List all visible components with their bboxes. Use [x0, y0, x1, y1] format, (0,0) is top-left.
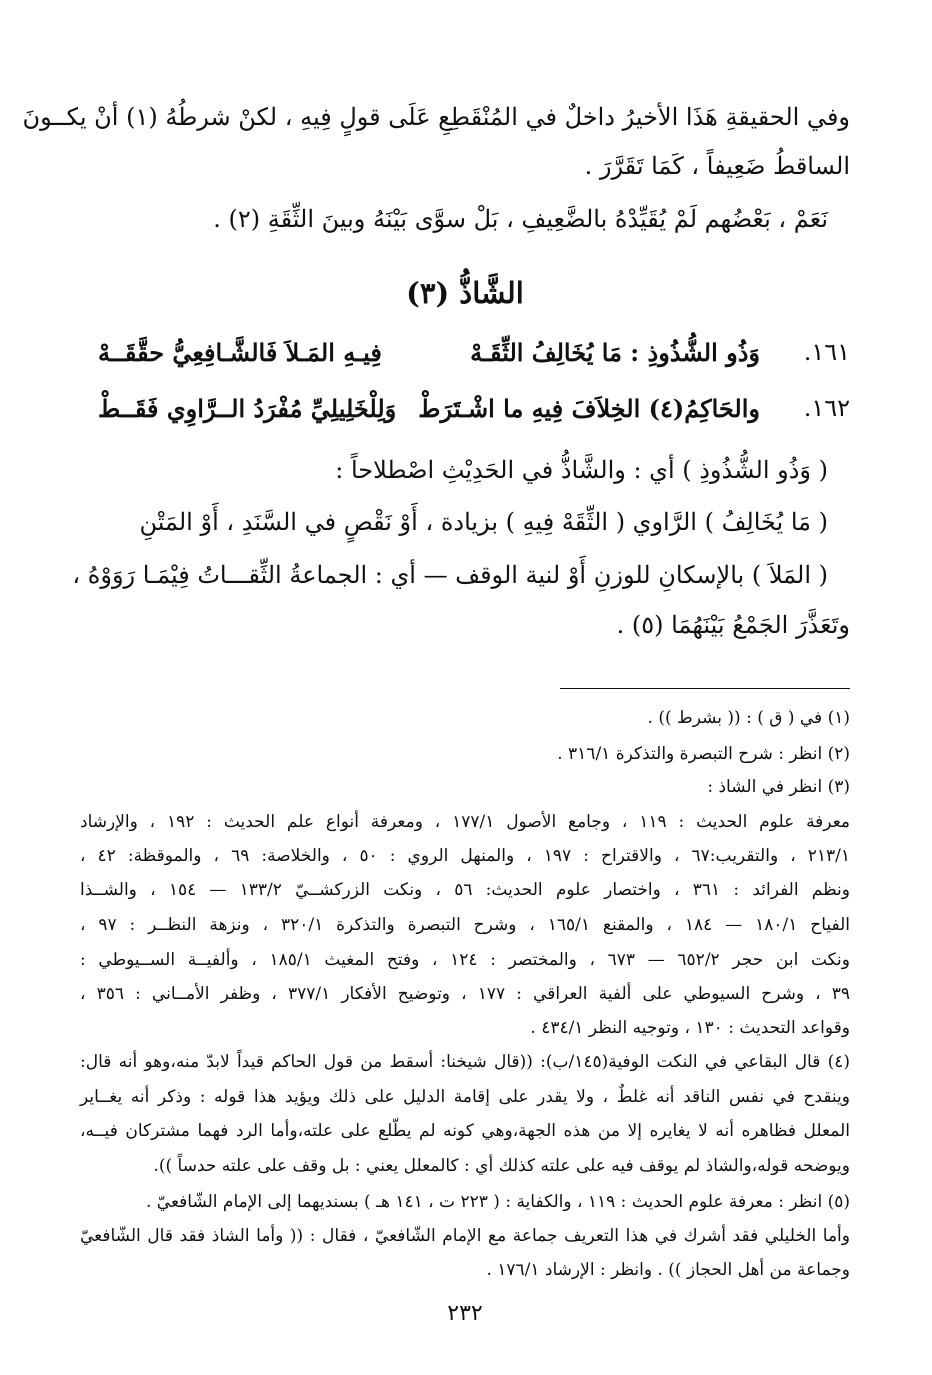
- footnote-line: معرفة علوم الحديث : ١١٩ ، وجامع الأصول ١٧٧/١ ، ومعرفة أنواع علم الحديث : ١٩٢ ، والإرشاد: [80, 812, 850, 832]
- verse-number: ١٦١.: [803, 338, 850, 366]
- footnote-line: ٣٩ ، وشرح السيوطي على ألفية العراقي : ١٧٧ ، وتوضيح الأفكار ٣٧٧/١ ، وظفر الأمــاني : ٣٥٦ ،: [80, 984, 851, 1004]
- verse-hemistich-first: والحَاكِمُ(٤) الخِلاَفَ فِيهِ ما اشْـتَرَطْ: [418, 394, 760, 423]
- intro-line: الساقطُ ضَعِيفاً ، كَمَا تَقَرَّرَ .: [584, 152, 850, 180]
- footnote-line: المعلل فظاهره أنه لا يغايره إلا من هذه الجهة،وهي كونه لم يطّلع على علته،وأما الرد فهما مشتركان فيــه،: [80, 1121, 850, 1141]
- commentary-line: ( المَلاَ ) بالإسكانِ للوزنِ أَوْ لنية الوقف — أي : الجماعةُ الثِّقـــاتُ فِيْمَـا رَوَوْهُ ،: [72, 561, 828, 589]
- footnote-line: (٥) انظر : معرفة علوم الحديث : ١١٩ ، والكفاية : ( ٢٢٣ ت ، ١٤١ هـ ) بسنديهما إلى الإمام الشّافعيّ .: [145, 1192, 850, 1212]
- verse-row: [98, 338, 850, 378]
- document-page: [22, 0, 851, 1375]
- footnote-line: ونكت ابن حجر ٦٥٢/٢ — ٦٧٣ ، والمختصر : ١٢٤ ، وفتح المغيث ١٨٥/١ ، وألفيــة الســيوطي :: [80, 950, 851, 970]
- footnote-line: ويوضحه قوله،والشاذ لم يوقف فيه على علته كذلك أي : كالمعلل يعني : بل وقف على علته حدساً )).: [153, 1156, 850, 1176]
- commentary-line: ( وَذُو الشُّذُوذِ ) أي : والشَّاذُّ في الحَدِيْثِ اصْطلاحاً :: [335, 456, 828, 484]
- verse-row: [98, 394, 850, 434]
- verse-hemistich-second: فِيـهِ المَـلاَ فَالشَّـافِعِيُّ حقَّقَــهْ: [98, 338, 382, 367]
- intro-line: وفي الحقيقةِ هَذَا الأخيرُ داخلٌ في المُنْقَطِعِ عَلَى قولٍ فِيهِ ، لكنْ شرطُهُ (١) أنْ يكــونَ: [22, 103, 850, 131]
- footnote-line: وأما الخليلي فقد أشرك في هذا التعريف جماعة مع الإمام الشّافعيّ ، فقال : (( وأما الشاذ فقد قال الشّافعيّ: [80, 1226, 850, 1246]
- intro-line: نَعَمْ ، بَعْضُهم لَمْ يُقَيِّدْهُ بالضَّعِيفِ ، بَلْ سوَّى بَيْنَهُ وبينَ الثِّقَةِ (٢) .: [213, 205, 828, 233]
- footnote-line: (٣) انظر في الشاذ :: [707, 777, 850, 797]
- footnote-line: (١) في ( ق ) : (( بشرط )) .: [647, 708, 850, 728]
- commentary-line: وتَعَذَّرَ الجَمْعُ بَيْنَهُمَا (٥) .: [616, 611, 850, 639]
- verse-number: ١٦٢.: [803, 394, 850, 422]
- footnote-line: ونظم الفرائد : ٣٦١ ، واختصار علوم الحديث: ٥٦ ، ونكت الزركشــيّ ١٣٣/٢ — ١٥٤ ، والشــذا: [80, 880, 850, 900]
- footnote-line: (٤) قال البقاعي في النكت الوفية(١٤٥/ب): ((قال شيخنا: أسقط من قول الحاكم قيداً لابدّ منه،وهو أنه قال:: [80, 1052, 850, 1072]
- footnote-separator: [560, 688, 850, 689]
- section-heading: الشَّاذُّ (٣): [406, 276, 524, 310]
- commentary-line: ( مَا يُخَالِفُ ) الرَّاوي ( الثِّقَهْ فِيهِ ) بزيادة ، أَوْ نَقْصٍ في السَّنَدِ ، أَوْ المَتْنِ: [139, 508, 828, 536]
- footnote-line: الفياح ١٨٠/١ — ١٨٤ ، والمقنع ١٦٥/١ ، وشرح التبصرة والتذكرة ٣٢٠/١ ، ونزهة النظــر : ٩٧ ،: [80, 915, 851, 935]
- verse-hemistich-first: وَذُو الشُّذُوذِ : مَا يُخَالِفُ الثِّقَـهْ: [470, 338, 760, 367]
- footnote-line: (٢) انظر : شرح التبصرة والتذكرة ٣١٦/١ .: [557, 744, 850, 764]
- footnote-line: وجماعة من أهل الحجاز )) . وانظر : الإرشاد ١٧٦/١ .: [486, 1260, 850, 1280]
- page-number: ٢٣٢: [447, 1301, 483, 1326]
- footnote-line: وقواعد التحديث : ١٣٠ ، وتوجيه النظر ٤٣٤/١ .: [530, 1018, 850, 1038]
- footnote-line: وينقدح في نفس الناقد أنه غلطٌ ، ولا يقدر على إقامة الدليل على ذلك ويؤيد هذا قوله : وذكر أنه يغــاير: [80, 1087, 850, 1107]
- verse-hemistich-second: وَلِلْخَلِيلِيِّ مُفْرَدُ الــرَّاوِي فَقَــطْ: [98, 394, 397, 423]
- footnote-line: ٢١٣/١ ، والتقريب:٦٧ ، والاقتراح : ١٩٧ ، والمنهل الروي : ٥٠ ، والخلاصة: ٦٩ ، والموقظة: ٤٢ ،: [80, 846, 850, 866]
